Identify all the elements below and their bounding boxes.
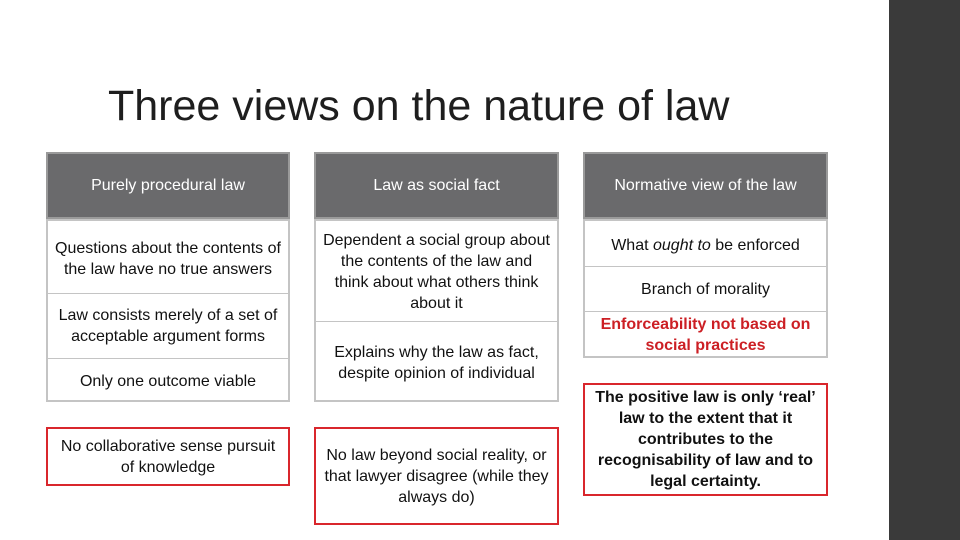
social-fact-cell-2-text: Explains why the law as fact, despite opinion of individual [334,344,539,382]
procedural-cell-1-text: Questions about the contents of the law have no true answers [55,240,281,278]
social-fact-cell-2 [316,325,557,401]
normative-cell-3 [585,312,826,358]
header-normative-view [583,152,828,219]
header-social-fact [314,152,559,219]
procedural-cell-3-text: Only one outcome viable [79,372,257,390]
procedural-critique [46,427,290,486]
social-fact-body [314,219,559,402]
normative-cell-3-text: Enforceability not based on social practices [600,316,811,354]
header-social-fact-label: Law as social fact [373,177,500,194]
normative-body [583,219,828,358]
normative-cell-2-text: Branch of morality [641,280,770,298]
slide-title: Three views on the nature of law [108,82,730,130]
procedural-critique-text: No collaborative sense pursuit of knowledge [60,437,276,476]
normative-cell-1 [585,223,826,267]
procedural-cell-2-text: Law consists merely of a set of acceptable argument forms [58,306,278,345]
social-fact-cell-1 [316,223,557,321]
normative-cell-1-post: be enforced [710,236,800,254]
procedural-cell-3 [48,361,288,401]
social-fact-critique-text: No law beyond social reality, or that lawyer disagree (while they always do) [324,446,549,506]
normative-cell-1-text [611,235,800,256]
normative-cell-1-pre: What [611,236,653,254]
normative-critique [583,383,828,496]
normative-critique-text: The positive law is only ‘real’ law to the extent that it contributes to the recognisability of law and to legal certainty. [595,389,816,490]
normative-cell-2 [585,267,826,311]
social-fact-divider [316,321,557,322]
procedural-divider-2 [48,358,288,359]
procedural-cell-2 [48,293,288,358]
header-procedural-law [46,152,290,219]
header-procedural-law-label: Purely procedural law [91,177,245,194]
procedural-cell-1 [48,225,288,293]
procedural-law-body [46,219,290,402]
header-normative-view-label: Normative view of the law [614,177,797,194]
social-fact-cell-1-text: Dependent a social group about the contents of the law and think about what others think about it [323,232,550,312]
normative-cell-1-em: ought to [653,236,711,254]
social-fact-critique [314,427,559,525]
right-sidebar-bar [889,0,960,540]
